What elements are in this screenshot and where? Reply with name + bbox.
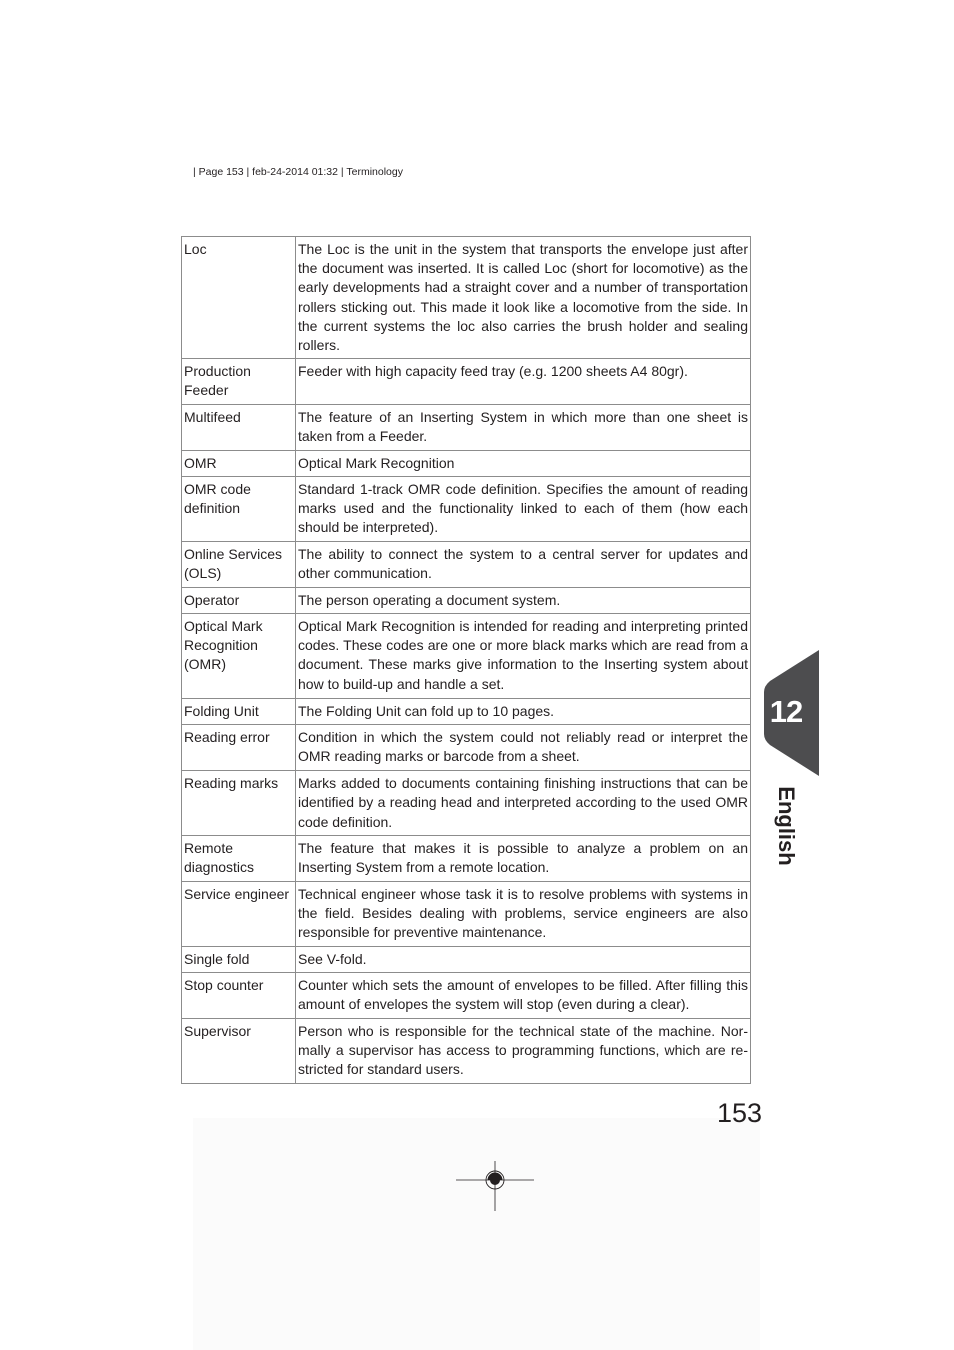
term-cell: Stop counter <box>182 972 296 1018</box>
table-row <box>182 946 751 972</box>
table-row <box>182 450 751 476</box>
table-row <box>182 699 751 725</box>
glossary-table-body <box>182 237 751 1084</box>
definition-cell: The Loc is the unit in the system that transports the envelope just after the document was inserted. It is called Loc (short for locomotive) as the early developments had a straight cover and a number of transportation rollers sticking out. This made it look like a locomotive from the side. In the current systems the loc also carries the brush holder and sealing rollers. <box>296 237 751 359</box>
definition-cell: The person operating a document system. <box>296 587 751 613</box>
table-row <box>182 476 751 541</box>
definition-cell: See V-fold. <box>296 946 751 972</box>
glossary-table <box>181 236 751 1084</box>
term-cell: Reading marks <box>182 771 296 836</box>
language-label: English <box>774 786 799 866</box>
table-row <box>182 237 751 359</box>
term-cell: Loc <box>182 237 296 359</box>
definition-cell: Technical engineer whose task it is to resolve problems with systems in the field. Besides dealing with problems, service engineers are also responsible for preventive maintenance. <box>296 881 751 946</box>
definition-cell: Counter which sets the amount of envelopes to be filled. After filling this amount of envelopes the system will stop (even during a clear). <box>296 972 751 1018</box>
definition-cell: Standard 1-track OMR code definition. Specifies the amount of reading marks used and the functionality linked to each of them (how each should be interpreted). <box>296 476 751 541</box>
term-cell: Online Services (OLS) <box>182 541 296 587</box>
definition-cell: Optical Mark Recognition is intended for reading and interpreting printed codes. These codes are one or more black marks which are read from a document. These marks give information to the Inserting system about how to build-up and handle a set. <box>296 614 751 699</box>
table-row <box>182 404 751 450</box>
table-row <box>182 614 751 699</box>
definition-cell: The feature of an Inserting System in which more than one sheet is taken from a Feeder. <box>296 404 751 450</box>
term-cell: Supervisor <box>182 1018 296 1083</box>
definition-cell: The feature that makes it is possible to analyze a problem on an Inserting System from a remote location. <box>296 836 751 881</box>
definition-cell: The ability to connect the system to a central server for updates and other communication. <box>296 541 751 587</box>
table-row <box>182 881 751 946</box>
table-row <box>182 972 751 1018</box>
term-cell: Production Feeder <box>182 359 296 404</box>
term-cell: Multifeed <box>182 404 296 450</box>
term-cell: Optical Mark Recognition (OMR) <box>182 614 296 699</box>
table-row <box>182 836 751 881</box>
chapter-number: 12 <box>769 694 803 729</box>
definition-cell: Feeder with high capacity feed tray (e.g. 1200 sheets A4 80gr). <box>296 359 751 404</box>
term-cell: Remote diagnostics <box>182 836 296 881</box>
table-row <box>182 725 751 771</box>
definition-cell: The Folding Unit can fold up to 10 pages. <box>296 699 751 725</box>
table-row <box>182 359 751 404</box>
table-row <box>182 587 751 613</box>
term-cell: Operator <box>182 587 296 613</box>
definition-cell: Person who is responsible for the technical state of the machine. Nor-mally a supervisor has access to programming functions, which are re-stricted for standard users. <box>296 1018 751 1083</box>
term-cell: Service engineer <box>182 881 296 946</box>
page-shade <box>193 1118 760 1350</box>
definition-cell: Optical Mark Recognition <box>296 450 751 476</box>
definition-cell: Condition in which the system could not reliably read or interpret the OMR reading marks or barcode from a sheet. <box>296 725 751 771</box>
table-row <box>182 1018 751 1083</box>
term-cell: Reading error <box>182 725 296 771</box>
term-cell: OMR <box>182 450 296 476</box>
term-cell: Folding Unit <box>182 699 296 725</box>
registration-mark-icon <box>456 1161 534 1211</box>
table-row <box>182 541 751 587</box>
running-header: | Page 153 | feb-24-2014 01:32 | Terminology <box>193 166 403 178</box>
term-cell: Single fold <box>182 946 296 972</box>
definition-cell: Marks added to documents containing finishing instructions that can be identified by a reading head and interpreted according to the used OMR code definition. <box>296 771 751 836</box>
table-row <box>182 771 751 836</box>
page-number: 153 <box>717 1098 763 1128</box>
term-cell: OMR code definition <box>182 476 296 541</box>
